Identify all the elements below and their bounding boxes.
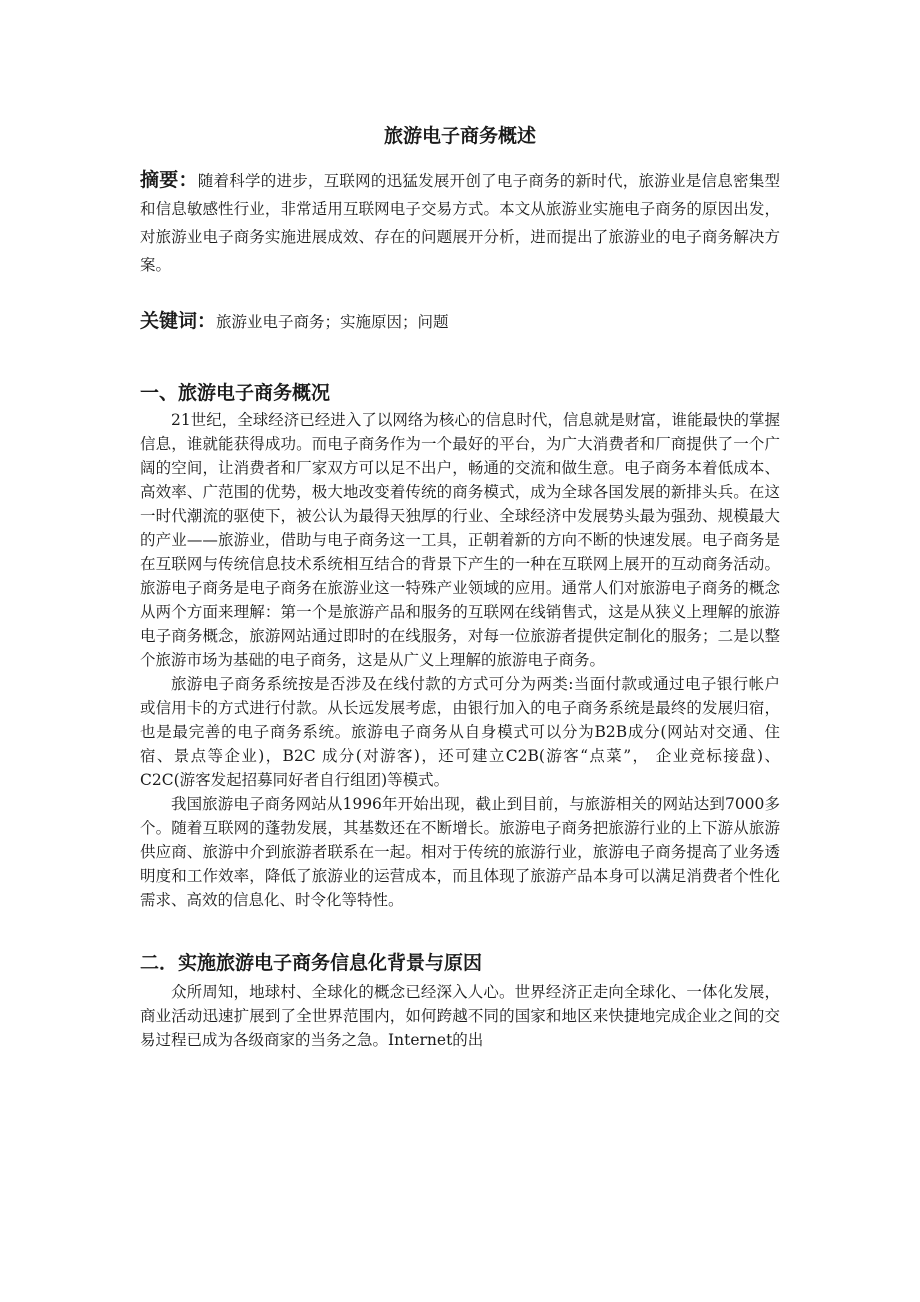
document-title: 旅游电子商务概述 bbox=[383, 125, 536, 147]
abstract-text: 随着科学的进步，互联网的迅猛发展开创了电子商务的新时代，旅游业是信息密集型和信息敏感性行业，非常适用互联网电子交易方式。本文从旅游业实施电子商务的原因出发，对旅游业电子商务实施进展成效、存在的问题展开分析，进而提出了旅游业的电子商务解决方案。 bbox=[140, 172, 780, 274]
abstract-label: 摘要： bbox=[140, 169, 198, 191]
section1-paragraph-2: 旅游电子商务系统按是否涉及在线付款的方式可分为两类:当面付款或通过电子银行帐户或信用卡的方式进行付款。从长远发展考虑，由银行加入的电子商务系统是最终的发展归宿，也是最完善的电子商务系统。旅游电子商务从自身模式可以分为B2B成分(网站对交通、住宿、景点等企业)，B2C 成分(对游客)，还可建立C2B(游客“点菜”， 企业竞标接盘)、C2C(游客发起招募同好者自行组团)等模式。 bbox=[140, 675, 780, 789]
keywords-label: 关键词： bbox=[140, 310, 217, 332]
section-heading-1: 一、旅游电子商务概况 bbox=[140, 382, 331, 404]
section2-paragraph-1: 众所周知，地球村、全球化的概念已经深入人心。世界经济正走向全球化、一体化发展，商业活动迅速扩展到了全世界范围内，如何跨越不同的国家和地区来快捷地完成企业之间的交易过程已成为各级商家的当务之急。Internet的出 bbox=[140, 983, 780, 1049]
section1-paragraph-3: 我国旅游电子商务网站从1996年开始出现，截止到目前，与旅游相关的网站达到7000多个。随着互联网的蓬勃发展，其基数还在不断增长。旅游电子商务把旅游行业的上下游从旅游供应商、旅游中介到旅游者联系在一起。相对于传统的旅游行业，旅游电子商务提高了业务透明度和工作效率，降低了旅游业的运营成本，而且体现了旅游产品本身可以满足消费者个性化需求、高效的信息化、时令化等特性。 bbox=[140, 795, 780, 909]
keywords bbox=[140, 307, 780, 336]
keywords-text: 旅游业电子商务；实施原因；问题 bbox=[216, 313, 449, 331]
section1-paragraph-1: 21世纪，全球经济已经进入了以网络为核心的信息时代，信息就是财富，谁能最快的掌握信息，谁就能获得成功。而电子商务作为一个最好的平台，为广大消费者和厂商提供了一个广阔的空间，让消费者和厂家双方可以足不出户，畅通的交流和做生意。电子商务本着低成本、高效率、广范围的优势，极大地改变着传统的商务模式，成为全球各国发展的新排头兵。在这一时代潮流的驱使下，被公认为最得天独厚的行业、全球经济中发展势头最为强劲、规模最大的产业——旅游业，借助与电子商务这一工具，正朝着新的方向不断的快速发展。电子商务是在互联网与传统信息技术系统相互结合的背景下产生的一种在互联网上展开的互动商务活动。旅游电子商务是电子商务在旅游业这一特殊产业领域的应用。通常人们对旅游电子商务的概念从两个方面来理解：第一个是旅游产品和服务的互联网在线销售式，这是从狭义上理解的旅游电子商务概念，旅游网站通过即时的在线服务，对每一位旅游者提供定制化的服务；二是以整个旅游市场为基础的电子商务，这是从广义上理解的旅游电子商务。 bbox=[140, 411, 780, 669]
document-body bbox=[140, 118, 780, 1052]
abstract bbox=[140, 166, 780, 279]
section-heading-2: 二．实施旅游电子商务信息化背景与原因 bbox=[140, 952, 483, 974]
